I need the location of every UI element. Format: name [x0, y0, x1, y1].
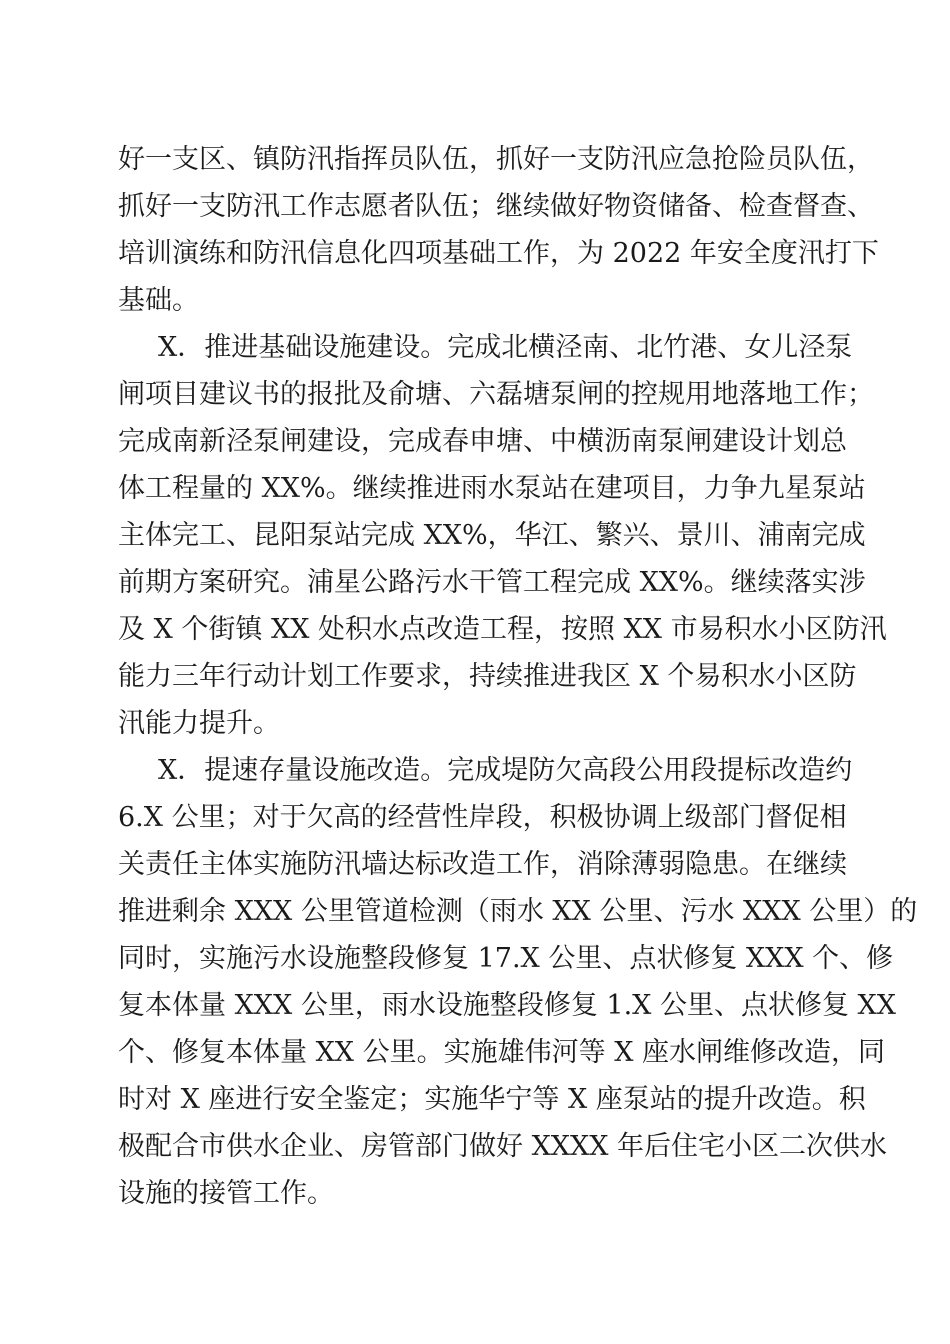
paragraph-line: 完成南新泾泵闸建设，完成春申塘、中横沥南泵闸建设计划总	[118, 426, 847, 457]
paragraph-line: 体工程量的 XX%。继续推进雨水泵站在建项目，力争九星泵站	[118, 473, 866, 504]
paragraph-line: X．提速存量设施改造。完成堤防欠高段公用段提标改造约	[158, 755, 853, 786]
paragraph-line: 复本体量 XXX 公里，雨水设施整段修复 1.X 公里、点状修复 XX	[118, 990, 897, 1021]
paragraph-line: 时对 X 座进行安全鉴定；实施华宁等 X 座泵站的提升改造。积	[118, 1084, 866, 1115]
paragraph-line: 能力三年行动计划工作要求，持续推进我区 X 个易积水小区防	[118, 661, 857, 692]
paragraph-line: 及 X 个街镇 XX 处积水点改造工程，按照 XX 市易积水小区防汛	[118, 614, 887, 645]
paragraph-line: 个、修复本体量 XX 公里。实施雄伟河等 X 座水闸维修改造，同	[118, 1037, 885, 1068]
paragraph-line: 关责任主体实施防汛墙达标改造工作，消除薄弱隐患。在继续	[118, 849, 847, 880]
paragraph-line: 同时，实施污水设施整段修复 17.X 公里、点状修复 XXX 个、修	[118, 943, 894, 974]
paragraph-line: 闸项目建议书的报批及俞塘、六磊塘泵闸的控规用地落地工作；	[118, 379, 874, 410]
paragraph-line: 培训演练和防汛信息化四项基础工作，为 2022 年安全度汛打下	[118, 238, 879, 269]
paragraph-line: 汛能力提升。	[118, 708, 280, 739]
paragraph-line: 设施的接管工作。	[118, 1178, 334, 1209]
paragraph-line: 基础。	[118, 285, 199, 316]
paragraph-line: 好一支区、镇防汛指挥员队伍，抓好一支防汛应急抢险员队伍，	[118, 144, 874, 175]
paragraph-line: X．推进基础设施建设。完成北横泾南、北竹港、女儿泾泵	[158, 332, 853, 363]
paragraph-line: 前期方案研究。浦星公路污水干管工程完成 XX%。继续落实涉	[118, 567, 866, 598]
paragraph-line: 主体完工、昆阳泵站完成 XX%，华江、繁兴、景川、浦南完成	[118, 520, 866, 551]
paragraph-line: 极配合市供水企业、房管部门做好 XXXX 年后住宅小区二次供水	[118, 1131, 888, 1162]
paragraph-line: 6.X 公里；对于欠高的经营性岸段，积极协调上级部门督促相	[118, 802, 847, 833]
paragraph-line: 抓好一支防汛工作志愿者队伍；继续做好物资储备、检查督查、	[118, 191, 874, 222]
paragraph-line: 推进剩余 XXX 公里管道检测（雨水 XX 公里、污水 XXX 公里）的	[118, 896, 918, 927]
